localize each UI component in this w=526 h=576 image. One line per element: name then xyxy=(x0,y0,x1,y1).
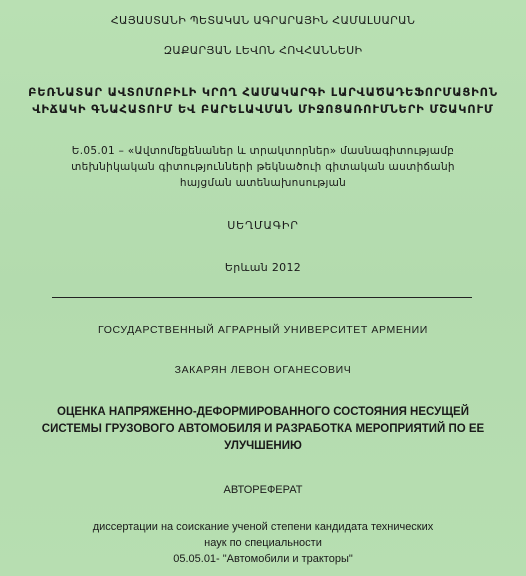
armenian-specialty-line-1: Ե.05.01 – «Ավտոմեքենաներ և տրակտորներ» մասնագիտությամբ xyxy=(71,145,455,157)
russian-university-name: ГОСУДАРСТВЕННЫЙ АГРАРНЫЙ УНИВЕРСИТЕТ АРМЕНИИ xyxy=(98,324,428,336)
armenian-title-line-1: ԲԵՌՆԱՏԱՐ ԱՎՏՈՄՈԲԻԼԻ ԿՐՈՂ ՀԱՄԱԿԱՐԳԻ ԼԱՐՎԱԾԱԴԵՖՈՐՄԱՑԻՈՆ xyxy=(28,85,498,99)
russian-dissertation-line-1: диссертации на соискание ученой степени кандидата технических xyxy=(92,521,434,533)
russian-title-line-2: СИСТЕМЫ ГРУЗОВОГО АВТОМОБИЛЯ И РАЗРАБОТКА МЕРОПРИЯТИЙ ПО ЕЕ xyxy=(41,423,485,435)
russian-abstract-label: АВТОРЕФЕРАТ xyxy=(223,484,303,496)
russian-title-line-3: УЛУЧШЕНИЮ xyxy=(224,440,302,452)
armenian-specialty-line-2: տեխնիկական գիտությունների թեկնածուի գիտական աստիճանի xyxy=(71,161,455,173)
section-divider xyxy=(52,297,472,298)
armenian-city-year: Երևան 2012 xyxy=(224,261,302,274)
armenian-university-name: ՀԱՅԱՍՏԱՆԻ ՊԵՏԱԿԱՆ ԱԳՐԱՐԱՅԻՆ ՀԱՄԱԼՍԱՐԱՆ xyxy=(110,14,416,27)
russian-title-line-1: ОЦЕНКА НАПРЯЖЕННО-ДЕФОРМИРОВАННОГО СОСТОЯНИЯ НЕСУЩЕЙ xyxy=(57,406,469,418)
russian-dissertation-line-3: 05.05.01- "Автомобили и тракторы" xyxy=(173,553,353,565)
russian-author-name: ЗАКАРЯН ЛЕВОН ОГАНЕСОВИЧ xyxy=(174,364,352,376)
armenian-abstract-label: ՍԵՂՄԱԳԻՐ xyxy=(227,219,299,232)
russian-dissertation-line-2: наук по специальности xyxy=(204,537,322,549)
armenian-title-line-2: ՎԻՃԱԿԻ ԳՆԱՀԱՏՈՒՄ ԵՎ ԲԱՐԵԼԱՎՄԱՆ ՄԻՋՈՑԱՌՈՒՄՆԵՐԻ ՄՇԱԿՈՒՄ xyxy=(32,102,494,116)
armenian-author-name: ԶԱՔԱՐՅԱՆ ԼԵՎՈՆ ՀՈՎՀԱՆՆԵՍԻ xyxy=(163,44,363,57)
armenian-specialty-line-3: հայցման ատենախոսության xyxy=(179,177,347,189)
